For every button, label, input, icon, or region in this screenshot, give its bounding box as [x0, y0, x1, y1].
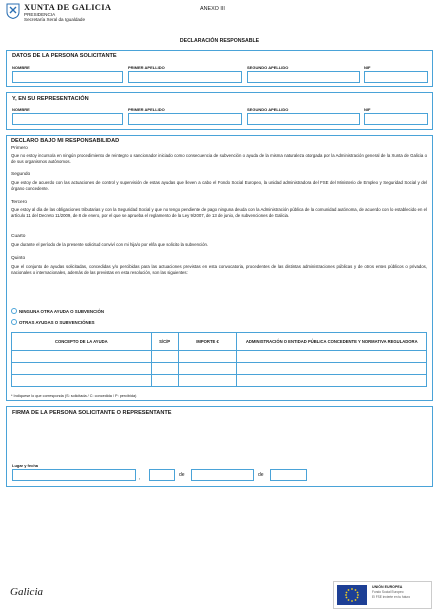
- table-row: [12, 351, 427, 363]
- applicant-section: [6, 50, 433, 87]
- clause-2-heading: Segundo: [11, 172, 31, 177]
- galicia-brand-logo: Galicia: [10, 586, 43, 598]
- day-field[interactable]: [149, 469, 175, 481]
- rep-surname2-label: SEGUNDO APELLIDO: [247, 107, 289, 112]
- rep-surname1-label: PRIMER APELLIDO: [128, 107, 165, 112]
- clause-1-heading: Primero: [11, 146, 28, 151]
- no-other-aid-radio[interactable]: [11, 308, 17, 314]
- rep-nif-field[interactable]: [364, 113, 428, 125]
- clause-4-heading: Cuarto: [11, 234, 26, 239]
- applicant-surname1-field[interactable]: [128, 71, 242, 83]
- declaration-title: DECLARO BAJO MI RESPONSABILIDAD: [11, 138, 120, 144]
- aid-cell[interactable]: [12, 351, 152, 363]
- rep-nif-label: NIF: [364, 107, 371, 112]
- document-title: DECLARACIÓN RESPONSABLE: [179, 38, 260, 44]
- aid-cell[interactable]: [12, 363, 152, 375]
- month-field[interactable]: [191, 469, 254, 481]
- eu-fse-logo: [333, 581, 432, 609]
- rep-name-field[interactable]: [12, 113, 123, 125]
- applicant-nif-field[interactable]: [364, 71, 428, 83]
- applicant-surname2-field[interactable]: [247, 71, 360, 83]
- other-aid-radio[interactable]: [11, 319, 17, 325]
- aid-table: [11, 332, 427, 387]
- no-other-aid-label: NINGUNA OTRA AYUDA O SUBVENCIÓN: [19, 308, 105, 314]
- aid-table-header-row: [12, 333, 427, 351]
- fse-slogan: El FSE invierte en tu futuro: [372, 595, 411, 599]
- comma-separator: ,: [139, 475, 141, 481]
- clause-5-heading: Quinto: [11, 256, 26, 261]
- fse-label: Fondo Social Europeo: [372, 590, 404, 594]
- applicant-name-field[interactable]: [12, 71, 123, 83]
- aid-cell[interactable]: [178, 375, 237, 387]
- aid-col-administration: ADMINISTRACIÓN O ENTIDAD PÚBLICA CONCEDENTE Y NORMATIVA REGULADORA: [237, 333, 427, 351]
- other-aid-label: OTRAS AYUDAS O SUBVENCIÓNES: [19, 319, 95, 325]
- aid-cell[interactable]: [151, 375, 178, 387]
- aid-cell[interactable]: [12, 375, 152, 387]
- no-other-aid-option[interactable]: [11, 308, 104, 314]
- aid-cell[interactable]: [237, 375, 427, 387]
- aid-col-amount: IMPORTE €: [178, 333, 237, 351]
- representative-section: [6, 92, 433, 130]
- table-row: [12, 363, 427, 375]
- status-legend-note: * Indíquese lo que corresponda (S: solicitada / C: concedida / P: percibida): [11, 394, 137, 398]
- applicant-nif-label: NIF: [364, 65, 371, 70]
- rep-name-label: NOMBRE: [12, 107, 30, 112]
- applicant-surname1-label: PRIMER APELLIDO: [128, 65, 165, 70]
- applicant-name-label: NOMBRE: [12, 65, 30, 70]
- rep-surname1-field[interactable]: [128, 113, 242, 125]
- year-field[interactable]: [270, 469, 307, 481]
- aid-cell[interactable]: [237, 351, 427, 363]
- sub-department: Secretaría Xeral da Igualdade: [24, 17, 86, 22]
- applicant-surname2-label: SEGUNDO APELLIDO: [247, 65, 289, 70]
- de-separator-2: de: [258, 472, 264, 478]
- eu-flag-icon: [337, 585, 367, 605]
- applicant-title: DATOS DE LA PERSONA SOLICITANTE: [12, 53, 117, 59]
- clause-4-text: Que durante el período de la presente solicitud conviví con mi hija/o por el/la que solicito la subvención.: [11, 242, 209, 247]
- place-date-label: Lugar y fecha: [12, 463, 39, 468]
- de-separator-1: de: [179, 472, 185, 478]
- other-aid-option[interactable]: [11, 319, 95, 325]
- table-row: [12, 375, 427, 387]
- org-name: XUNTA DE GALICIA: [24, 2, 112, 12]
- annex-label: ANEXO III: [200, 6, 225, 12]
- xunta-shield-icon: [6, 3, 20, 19]
- aid-cell[interactable]: [151, 363, 178, 375]
- aid-cell[interactable]: [237, 363, 427, 375]
- signature-section: [6, 406, 433, 487]
- clause-5-text: Que el conjunto de ayudas solicitadas, concedidas y/o percibidas para las actuaciones previstas en esta convocatoria, procedentes de las distintas administraciones públicas y de otros entes públicos o privados, nacionales o internacionales, además de las previstas en esta resolución, son las siguientes:: [11, 264, 427, 276]
- signature-title: FIRMA DE LA PERSONA SOLICITANTE O REPRESENTANTE: [12, 410, 172, 416]
- clause-3-text: Que estoy al día de las obligaciones tributarias y con la Seguridad Social y que no tengo pendiente de pago ninguna deuda con la Administración pública de la comunidad autónoma, de acuerdo con lo establecido en el artículo 11 del Decreto 11/2009, de 8 de enero, por el que se aprueba el reglamento de la Ley 9/2007, de 13 de junio, de subvenciones de Galicia.: [11, 207, 427, 219]
- clause-3-heading: Tercero: [11, 200, 27, 205]
- aid-cell[interactable]: [151, 351, 178, 363]
- aid-col-concept: CONCEPTO DE LA AYUDA: [12, 333, 152, 351]
- aid-col-status: S/C/P: [151, 333, 178, 351]
- clause-1-text: Que no estoy incurso/a en ningún procedimiento de reintegro o sancionador iniciado como consecuencia de subvención o ayuda de la misma naturaleza otorgada por la Administración general de la Xunta de Galicia o de sus organismos autónomos.: [11, 153, 427, 165]
- eu-label: UNIÓN EUROPEA: [372, 585, 403, 589]
- place-field[interactable]: [12, 469, 136, 481]
- aid-cell[interactable]: [178, 351, 237, 363]
- clause-2-text: Que estoy de acuerdo con las actuaciones de control y supervisión de estas ayudas que lleven a cabo el Fondo Social Europeo, la unidad administradora del FSE del Ministerio de Empleo y Seguridad Social y del órgano concedente.: [11, 180, 427, 192]
- representative-title: Y, EN SU REPRESENTACIÓN: [12, 96, 89, 102]
- rep-surname2-field[interactable]: [247, 113, 360, 125]
- department: PRESIDENCIA: [24, 12, 56, 17]
- aid-cell[interactable]: [178, 363, 237, 375]
